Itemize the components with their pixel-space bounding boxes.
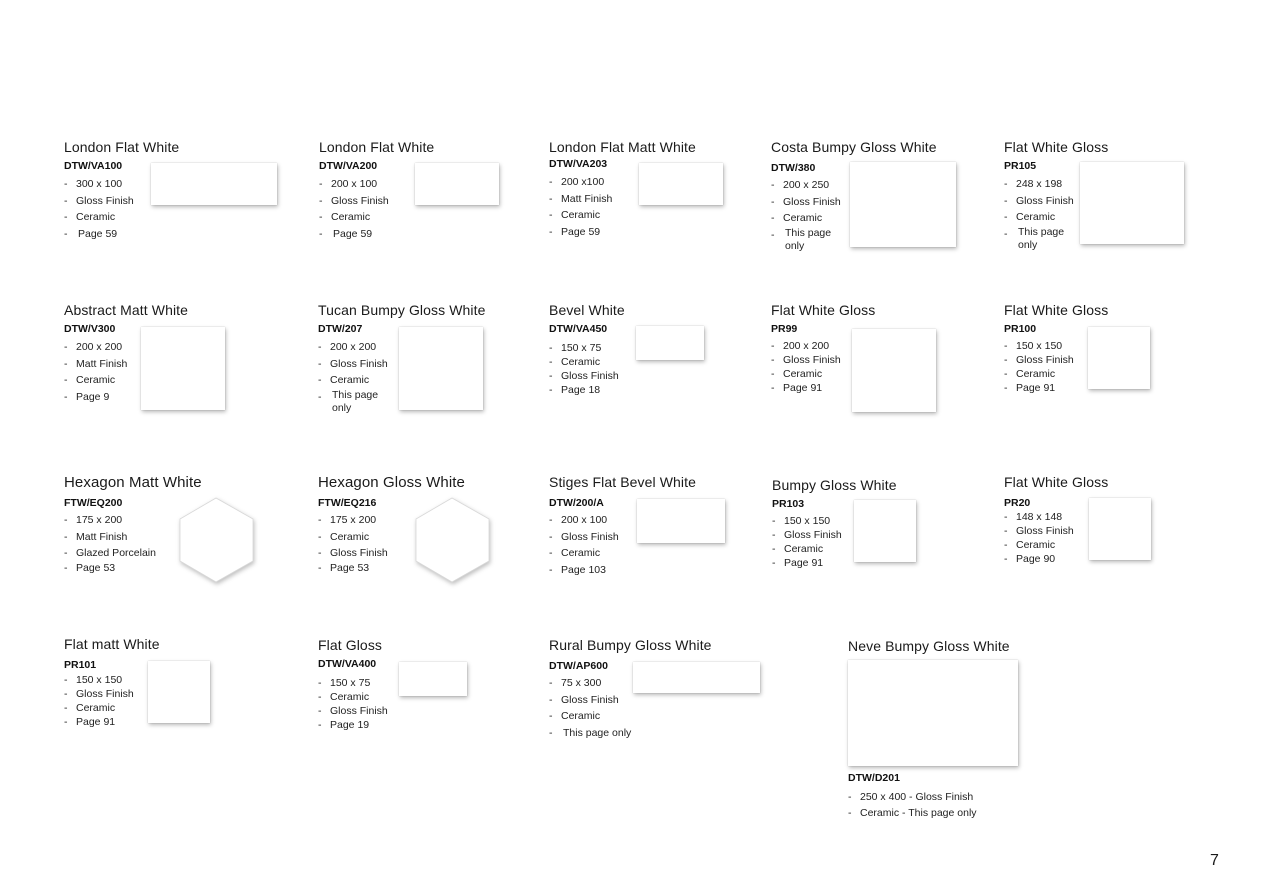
product-code: DTW/V300	[64, 323, 116, 335]
tile-swatch	[1089, 498, 1151, 560]
spec-page: - Page 53	[64, 562, 156, 574]
hexagon-tile-swatch	[414, 497, 492, 583]
spec-page	[771, 227, 845, 253]
product-title: Bevel White	[549, 302, 625, 318]
product-code: DTW/200/A	[549, 497, 604, 509]
tile-swatch	[848, 660, 1018, 766]
spec-page: - Page 59	[64, 226, 134, 243]
spec-size: - 150 x 150	[1004, 339, 1074, 353]
spec-page: - Page 90	[1004, 552, 1074, 566]
product-title: London Flat White	[319, 139, 435, 155]
product-specs	[318, 512, 388, 574]
spec-page: - This page only	[549, 725, 631, 742]
tile-swatch	[854, 500, 916, 562]
spec-finish: - Gloss Finish	[64, 687, 134, 701]
spec-page: - Page 59	[549, 224, 612, 241]
product-code: PR103	[772, 498, 805, 510]
spec-page: - Page 91	[1004, 381, 1074, 395]
spec-size: - 200 x100	[549, 174, 612, 191]
product-code: PR100	[1004, 323, 1037, 335]
product-specs	[549, 174, 612, 240]
spec-material: - Ceramic	[319, 209, 389, 226]
tile-swatch	[141, 327, 225, 410]
spec-finish: - Gloss Finish	[1004, 353, 1074, 367]
page-number: 7	[1210, 852, 1219, 869]
spec-material: - Ceramic	[549, 207, 612, 224]
tile-swatch	[148, 661, 210, 723]
spec-size: - 248 x 198	[1004, 176, 1078, 193]
spec-material: - Ceramic	[549, 545, 619, 562]
spec-finish: - Gloss Finish	[549, 369, 619, 383]
spec-material: - Ceramic	[771, 210, 845, 227]
spec-finish: - Gloss Finish	[549, 529, 619, 546]
product-code: DTW/VA400	[318, 658, 377, 670]
product-code: PR105	[1004, 160, 1037, 172]
tile-swatch	[1080, 162, 1184, 244]
spec-material: - Ceramic	[771, 367, 841, 381]
spec-material: - Ceramic	[1004, 209, 1078, 226]
product-title: Rural Bumpy Gloss White	[549, 637, 712, 653]
spec-page-text: - This page only	[785, 226, 832, 252]
spec-size: - 75 x 300	[549, 675, 631, 692]
spec-finish: - Gloss Finish	[549, 692, 631, 709]
spec-material: - Ceramic	[318, 372, 392, 389]
product-specs	[64, 339, 127, 405]
product-title: Neve Bumpy Gloss White	[848, 638, 1010, 654]
product-specs	[64, 512, 156, 574]
tile-swatch	[415, 163, 499, 205]
spec-page-text: - This page only	[1018, 225, 1065, 251]
tile-swatch	[633, 662, 760, 693]
tile-swatch	[399, 662, 467, 696]
spec-page: - Page 18	[549, 383, 619, 397]
product-code: DTW/VA203	[549, 158, 608, 170]
product-specs	[1004, 176, 1078, 252]
spec-page: - Page 53	[318, 562, 388, 574]
product-specs	[771, 177, 845, 253]
tile-swatch	[151, 163, 277, 205]
spec-page: - Page 103	[549, 562, 619, 579]
spec-page: - Page 91	[64, 715, 134, 729]
spec-finish: - Gloss Finish	[318, 545, 388, 562]
product-code: PR101	[64, 659, 97, 671]
spec-size: - 200 x 200	[771, 339, 841, 353]
product-code: DTW/D201	[848, 772, 900, 784]
product-title: Flat White Gloss	[1004, 139, 1109, 155]
spec-page: - Page 9	[64, 389, 127, 406]
spec-size: - 148 x 148	[1004, 510, 1074, 524]
spec-size: - 150 x 75	[549, 341, 619, 355]
product-specs	[549, 675, 631, 741]
spec-finish: - Gloss Finish	[1004, 193, 1078, 210]
product-specs	[549, 341, 619, 397]
spec-material: - Ceramic	[64, 209, 134, 226]
spec-size: - 150 x 150	[64, 673, 134, 687]
spec-page-text: - This page only	[332, 388, 379, 414]
product-code: DTW/207	[318, 323, 363, 335]
product-title: Abstract Matt White	[64, 302, 189, 318]
product-specs	[549, 512, 619, 578]
product-code: DTW/VA100	[64, 160, 123, 172]
spec-finish: - Gloss Finish	[319, 193, 389, 210]
hexagon-tile-swatch	[178, 497, 256, 583]
product-title: Bumpy Gloss White	[772, 477, 897, 493]
product-specs	[1004, 339, 1074, 395]
spec-size: - 150 x 75	[318, 676, 388, 690]
spec-size: - 200 x 250	[771, 177, 845, 194]
product-code: DTW/VA450	[549, 323, 608, 335]
product-code: DTW/VA200	[319, 160, 378, 172]
product-title: Flat matt White	[64, 636, 160, 652]
product-title: London Flat White	[64, 139, 180, 155]
spec-material: - Ceramic	[64, 372, 127, 389]
spec-finish: - Gloss Finish	[772, 528, 842, 542]
spec-page	[1004, 226, 1078, 252]
spec-finish: - Matt Finish	[549, 191, 612, 208]
product-title: Tucan Bumpy Gloss White	[318, 302, 486, 318]
spec-page: - Page 19	[318, 718, 388, 732]
product-title: Hexagon Gloss White	[318, 474, 465, 491]
spec-finish: - Gloss Finish	[1004, 524, 1074, 538]
product-code: PR99	[771, 323, 798, 335]
spec-material: - Ceramic	[772, 542, 842, 556]
spec-finish: - Gloss Finish	[318, 704, 388, 718]
tile-swatch	[637, 499, 725, 543]
spec-material: - Ceramic	[1004, 367, 1074, 381]
product-code: FTW/EQ216	[318, 497, 377, 509]
product-code: FTW/EQ200	[64, 497, 123, 509]
spec-size: - 200 x 200	[318, 339, 392, 356]
spec-material: - Ceramic	[318, 690, 388, 704]
product-specs	[319, 176, 389, 242]
tile-swatch	[1088, 327, 1150, 389]
spec-material: - Ceramic	[549, 355, 619, 369]
spec-finish: - Gloss Finish	[771, 194, 845, 211]
product-code: PR20	[1004, 497, 1031, 509]
spec-size: - 200 x 100	[549, 512, 619, 529]
spec-page: - Page 91	[772, 556, 842, 570]
product-specs	[1004, 510, 1074, 566]
product-title: Costa Bumpy Gloss White	[771, 139, 937, 155]
product-specs	[771, 339, 841, 395]
spec-size: - 175 x 200	[318, 512, 388, 529]
spec-size: - 200 x 200	[64, 339, 127, 356]
product-title: Hexagon Matt White	[64, 474, 202, 491]
tile-swatch	[852, 329, 936, 412]
tile-swatch	[636, 326, 704, 360]
spec-finish: - Gloss Finish	[318, 356, 392, 373]
spec-material: - Ceramic	[318, 529, 388, 546]
product-code: DTW/AP600	[549, 660, 608, 672]
spec-size: - 150 x 150	[772, 514, 842, 528]
product-specs	[772, 514, 842, 570]
product-specs	[318, 676, 388, 732]
spec-size-finish: - 250 x 400 - Gloss Finish	[848, 789, 977, 805]
spec-material: - Ceramic	[549, 708, 631, 725]
product-specs	[848, 789, 977, 821]
product-title: Flat White Gloss	[1004, 302, 1109, 318]
product-specs	[64, 673, 134, 729]
spec-finish: - Gloss Finish	[771, 353, 841, 367]
product-title: London Flat Matt White	[549, 139, 696, 155]
product-title: Stiges Flat Bevel White	[549, 474, 697, 490]
product-specs	[64, 176, 134, 242]
spec-size: - 175 x 200	[64, 512, 156, 529]
spec-page: - Page 91	[771, 381, 841, 395]
spec-finish: - Matt Finish	[64, 356, 127, 373]
spec-size: - 300 x 100	[64, 176, 134, 193]
spec-page	[318, 389, 392, 415]
spec-material: - Ceramic	[1004, 538, 1074, 552]
spec-size: - 200 x 100	[319, 176, 389, 193]
spec-finish: - Gloss Finish	[64, 193, 134, 210]
product-specs	[318, 339, 392, 415]
product-code: DTW/380	[771, 162, 816, 174]
tile-swatch	[639, 163, 723, 205]
spec-finish: - Matt Finish	[64, 529, 156, 546]
spec-material: - Ceramic	[64, 701, 134, 715]
tile-swatch	[850, 162, 956, 247]
spec-material-page: - Ceramic - This page only	[848, 805, 977, 821]
product-title: Flat White Gloss	[771, 302, 876, 318]
spec-material: - Glazed Porcelain	[64, 545, 156, 562]
spec-page: - Page 59	[319, 226, 389, 243]
product-title: Flat Gloss	[318, 637, 383, 653]
tile-swatch	[399, 327, 483, 410]
product-title: Flat White Gloss	[1004, 474, 1109, 490]
